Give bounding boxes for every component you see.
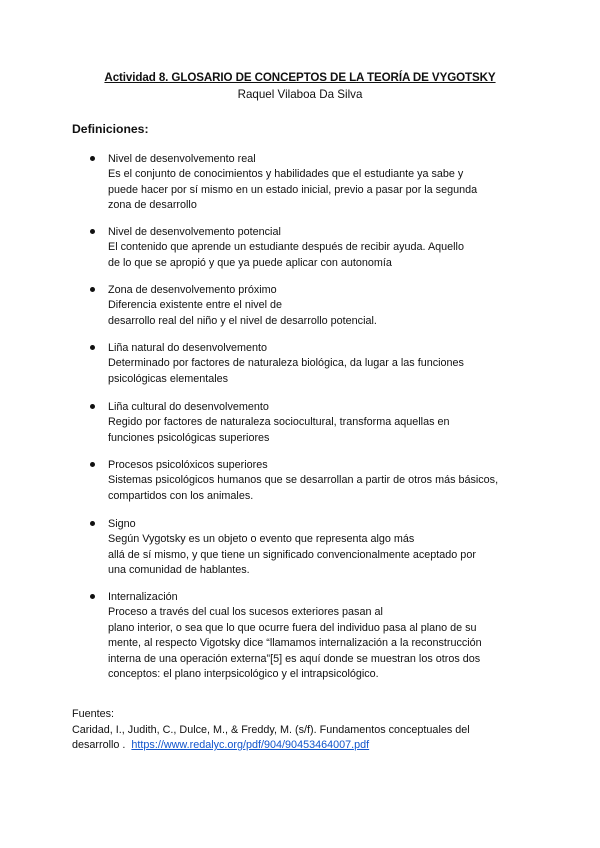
sources-citation-continued: desarrollo . https://www.redalyc.org/pdf/904/90453464007.pdf: [72, 739, 370, 751]
bullet-icon: [90, 287, 95, 292]
source-link[interactable]: https://www.redalyc.org/pdf/904/90453464007.pdf: [131, 739, 370, 751]
definition-description: El contenido que aprende un estudiante después de recibir ayuda. Aquello de lo que se apropió y que ya puede aplicar con autonomía: [108, 241, 464, 269]
definition-term: Procesos psicolóxicos superiores: [108, 459, 268, 471]
bullet-icon: [90, 345, 95, 350]
definition-description: Es el conjunto de conocimientos y habilidades que el estudiante ya sabe y puede hacer por sí mismo en un estado inicial, previo a pasar por la segunda zona de desarrollo: [108, 168, 478, 211]
bullet-icon: [90, 404, 95, 409]
definition-description: Según Vygotsky es un objeto o evento que representa algo más allá de sí mismo, y que tiene un significado convencionalmente aceptado por una comunidad de hablantes.: [108, 533, 476, 576]
definition-term: Nivel de desenvolvemento real: [108, 153, 256, 165]
definition-term: Signo: [108, 518, 136, 530]
definition-description: Diferencia existente entre el nivel de desarrollo real del niño y el nivel de desarrollo potencial.: [108, 299, 377, 327]
bullet-icon: [90, 462, 95, 467]
definition-description: Sistemas psicológicos humanos que se desarrollan a partir de otros más básicos, compartidos con los animales.: [108, 474, 499, 502]
sources-section: [72, 707, 470, 754]
definition-description: Proceso a través del cual los sucesos exteriores pasan al plano interior, o sea que lo que ocurre fuera del individuo pasa al plano de su mente, al respecto Vigotsky dice “llamamos internalización a la reconstrucción interna de una operación externa”[5] es aquí donde se muestran los otros dos conceptos: el plano interpsicológico y el intrapsicológico.: [108, 606, 482, 680]
definition-description: Determinado por factores de naturaleza biológica, da lugar a las funciones psicológicas elementales: [108, 357, 464, 385]
definition-term: Nivel de desenvolvemento potencial: [108, 226, 281, 238]
bullet-icon: [90, 156, 95, 161]
bullet-icon: [90, 521, 95, 526]
definition-term: Zona de desenvolvemento próximo: [108, 284, 277, 296]
sources-label: Fuentes:: [72, 708, 115, 720]
definition-description: Regido por factores de naturaleza sociocultural, transforma aquellas en funciones psicológicas superiores: [108, 416, 450, 444]
bullet-icon: [90, 229, 95, 234]
definition-term: Internalización: [108, 591, 178, 603]
sources-citation: Caridad, I., Judith, C., Dulce, M., & Freddy, M. (s/f). Fundamentos conceptuales del: [72, 723, 470, 736]
definitions-heading: Definiciones:: [72, 122, 149, 136]
definition-term: Liña natural do desenvolvemento: [108, 342, 268, 354]
bullet-icon: [90, 594, 95, 599]
document-title: Actividad 8. GLOSARIO DE CONCEPTOS DE LA TEORÍA DE VYGOTSKY: [104, 71, 496, 84]
document-author: Raquel Vilaboa Da Silva: [237, 88, 363, 101]
definition-term: Liña cultural do desenvolvemento: [108, 401, 269, 413]
